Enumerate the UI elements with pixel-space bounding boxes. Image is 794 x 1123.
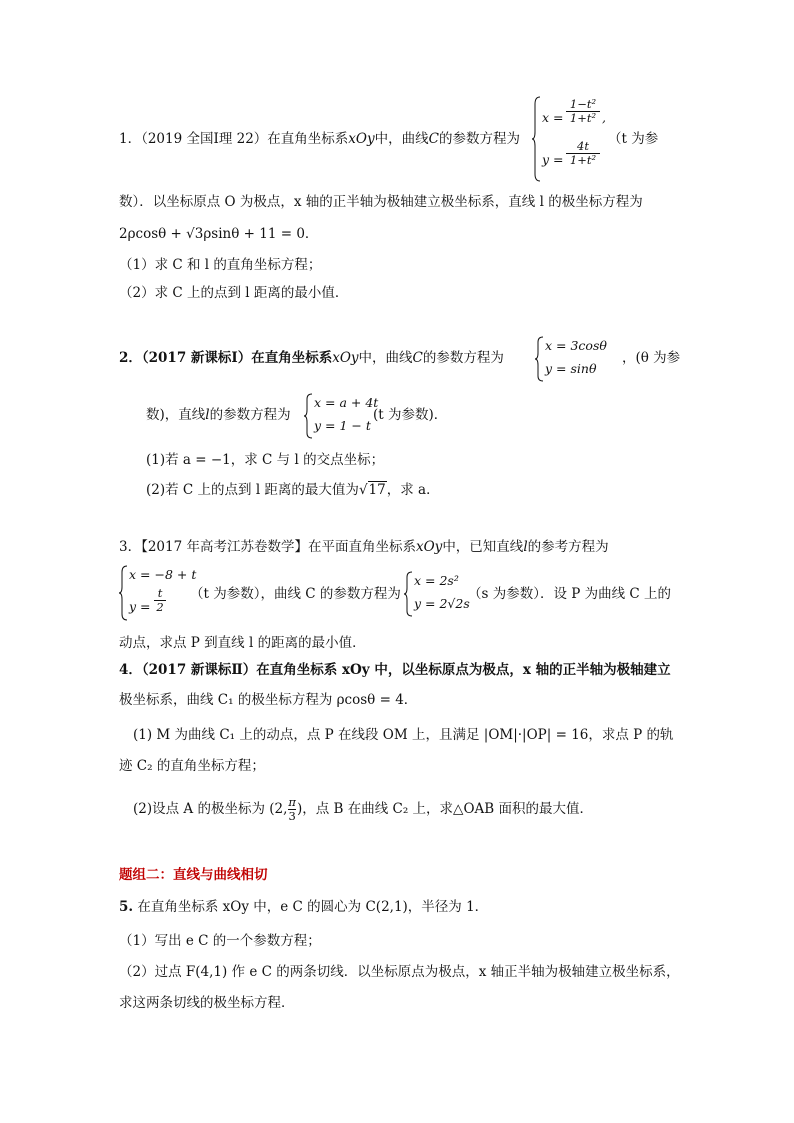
problem-1-equation: 2ρcosθ + √3ρsinθ + 11 = 0． bbox=[119, 226, 319, 242]
problem-3-line-2a: （t 为参数），曲线 C 的参数方程为 bbox=[190, 586, 401, 602]
problem-1-question-2: （2）求 C 上的点到 l 距离的最小值． bbox=[119, 285, 349, 301]
problem-2-curve-system: x = 3cosθ y = sinθ bbox=[535, 336, 615, 382]
problem-1-line-1: 1．（2019 全国Ⅰ理 22）在直角坐标系xOy中，曲线C的参数方程为 bbox=[119, 131, 520, 147]
problem-5-line-1: 5. 在直角坐标系 xOy 中，e C 的圆心为 C(2,1)，半径为 1． bbox=[119, 899, 489, 915]
problem-1-question-1: （1）求 C 和 l 的直角坐标方程； bbox=[119, 257, 322, 273]
problem-1-tail: （t 为参 bbox=[608, 131, 659, 147]
problem-5-question-2-line-2: 求这两条切线的极坐标方程． bbox=[119, 995, 295, 1011]
sys-y-lhs: y = bbox=[542, 152, 564, 167]
problem-3-line-system: x = −8 + t y = t 2 bbox=[119, 565, 199, 621]
problem-1-parametric-system: x = 1−t² 1+t² , y = 4t 1+t² bbox=[532, 96, 652, 182]
problem-5-question-1: （1）写出 e C 的一个参数方程； bbox=[119, 933, 321, 949]
left-brace-icon bbox=[119, 565, 129, 621]
section-heading-group-2: 题组二：直线与曲线相切 bbox=[119, 867, 268, 883]
problem-3-line-1: 3．【2017 年高考江苏卷数学】在平面直角坐标系xOy中，已知直线l的参考方程为 bbox=[119, 539, 609, 555]
problem-3-curve-system: x = 2s² y = 2√2s bbox=[404, 571, 474, 617]
problem-4-line-2: 极坐标系，曲线 C₁ 的极坐标方程为 ρcosθ = 4． bbox=[119, 692, 418, 708]
problem-5-question-2-line-1: （2）过点 F(4,1) 作 e C 的两条切线．以坐标原点为极点，x 轴正半轴为极轴建立极坐标系， bbox=[119, 964, 680, 980]
sys-x-lhs: x = bbox=[542, 110, 564, 125]
left-brace-icon bbox=[535, 336, 545, 382]
problem-4-question-1-line-1: (1) M 为曲线 C₁ 上的动点，点 P 在线段 OM 上，且满足 |OM|·|OP| = 16，求点 P 的轨 bbox=[133, 727, 674, 743]
problem-3-line-2b: （s 为参数）．设 P 为曲线 C 上的 bbox=[468, 586, 672, 602]
sys-y-fraction: 4t 1+t² bbox=[565, 140, 601, 167]
problem-4-question-1-line-2: 迹 C₂ 的直角坐标方程； bbox=[119, 758, 265, 774]
problem-2-line-system: x = a + 4t y = 1 − t bbox=[304, 393, 374, 439]
problem-2-line-2a: 数)，直线l的参数方程为 bbox=[146, 407, 291, 423]
problem-2-question-1: (1)若 a = −1，求 C 与 l 的交点坐标； bbox=[146, 452, 385, 468]
problem-2-line-1: 2．（2017 新课标Ⅰ）在直角坐标系xOy中，曲线C的参数方程为 bbox=[119, 350, 504, 366]
problem-4-question-2: (2)设点 A 的极坐标为 (2, $\frac{\pi}{3}$ )，点 B 在曲线 C₂ 上，求△OAB 面积的最大值． bbox=[133, 795, 593, 823]
problem-2-question-2: (2)若 C 上的点到 l 距离的最大值为√17，求 a． bbox=[146, 482, 440, 498]
left-brace-icon bbox=[404, 571, 414, 617]
problem-4-line-1: 4．（2017 新课标Ⅱ）在直角坐标系 xOy 中，以坐标原点为极点，x 轴的正半轴为极轴建立 bbox=[119, 662, 671, 678]
problem-1-line-2: 数）．以坐标原点 O 为极点，x 轴的正半轴为极轴建立极坐标系，直线 l 的极坐标方程为 bbox=[119, 194, 643, 210]
problem-2-line-2b: (t 为参数)． bbox=[373, 407, 448, 423]
left-brace-icon bbox=[532, 96, 542, 182]
sys-x-fraction: 1−t² 1+t² bbox=[565, 98, 601, 125]
problem-3-line-3: 动点，求点 P 到直线 l 的距离的最小值． bbox=[119, 635, 366, 651]
problem-2-tail: ，(θ 为参 bbox=[622, 350, 681, 366]
left-brace-icon bbox=[304, 393, 314, 439]
